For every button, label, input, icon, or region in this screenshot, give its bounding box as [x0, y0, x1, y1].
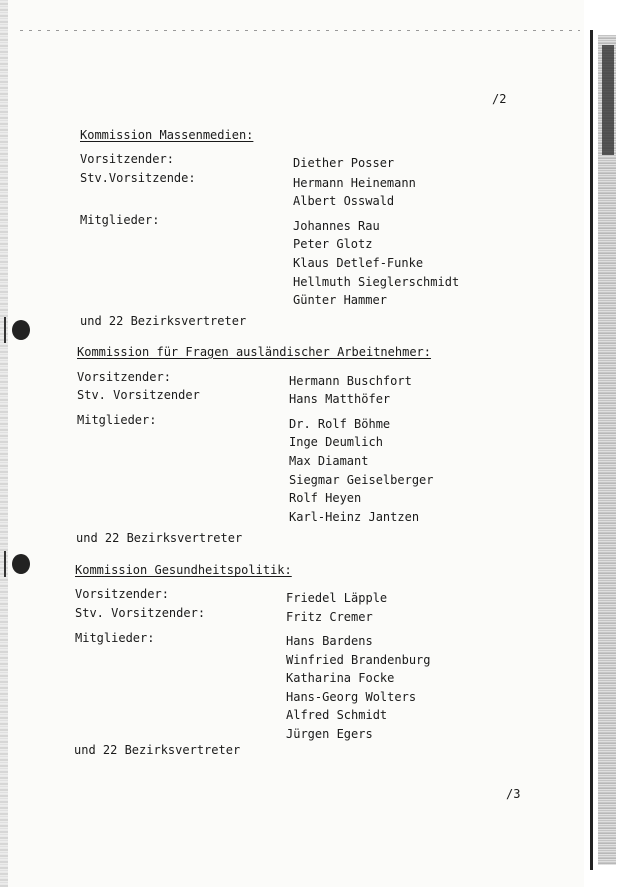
member-name: Karl-Heinz Jantzen: [289, 510, 420, 524]
vice-name: Hermann Heinemann: [293, 176, 416, 190]
punch-hole-bottom: [0, 551, 26, 577]
chair-name: Diether Posser: [293, 156, 395, 170]
scan-top-edge: [20, 30, 580, 31]
member-name: Katharina Focke: [286, 671, 395, 685]
chair-name: Friedel Läpple: [286, 591, 388, 605]
chair-label: Vorsitzender:: [75, 587, 169, 601]
member-name: Winfried Brandenburg: [286, 653, 431, 667]
vice-label: Stv.Vorsitzende:: [80, 171, 196, 185]
member-name: Peter Glotz: [293, 237, 373, 251]
member-name: Klaus Detlef-Funke: [293, 256, 424, 270]
section-heading: Kommission Massenmedien:: [80, 128, 254, 142]
vice-label: Stv. Vorsitzender: [77, 388, 200, 402]
member-name: Siegmar Geiselberger: [289, 473, 434, 487]
member-name: Günter Hammer: [293, 293, 387, 307]
members-label: Mitglieder:: [77, 413, 157, 427]
scan-edge-left: [0, 0, 8, 887]
member-name: Dr. Rolf Böhme: [289, 417, 391, 431]
punch-hole-top: [0, 317, 26, 343]
vice-label: Stv. Vorsitzender:: [75, 606, 206, 620]
member-name: Inge Deumlich: [289, 435, 383, 449]
member-name: Rolf Heyen: [289, 491, 362, 505]
member-name: Hellmuth Sieglerschmidt: [293, 275, 460, 289]
members-label: Mitglieder:: [75, 631, 155, 645]
section-footer: und 22 Bezirksvertreter: [74, 743, 241, 757]
chair-name: Hermann Buschfort: [289, 374, 412, 388]
chair-label: Vorsitzender:: [80, 152, 174, 166]
member-name: Hans Bardens: [286, 634, 373, 648]
member-name: Max Diamant: [289, 454, 369, 468]
section-footer: und 22 Bezirksvertreter: [76, 531, 243, 545]
chair-label: Vorsitzender:: [77, 370, 171, 384]
member-name: Hans-Georg Wolters: [286, 690, 417, 704]
section-footer: und 22 Bezirksvertreter: [80, 314, 247, 328]
members-label: Mitglieder:: [80, 213, 160, 227]
vice-name: Albert Osswald: [293, 194, 395, 208]
page-marker-bottom: /3: [506, 787, 521, 801]
vice-name: Hans Matthöfer: [289, 392, 391, 406]
vice-name: Fritz Cremer: [286, 610, 373, 624]
page-marker-top: /2: [492, 92, 507, 106]
section-heading: Kommission Gesundheitspolitik:: [75, 563, 292, 577]
member-name: Johannes Rau: [293, 219, 380, 233]
member-name: Alfred Schmidt: [286, 708, 388, 722]
section-heading: Kommission für Fragen ausländischer Arbeitnehmer:: [77, 345, 432, 359]
member-name: Jürgen Egers: [286, 727, 373, 741]
scan-edge-right: [584, 0, 618, 887]
